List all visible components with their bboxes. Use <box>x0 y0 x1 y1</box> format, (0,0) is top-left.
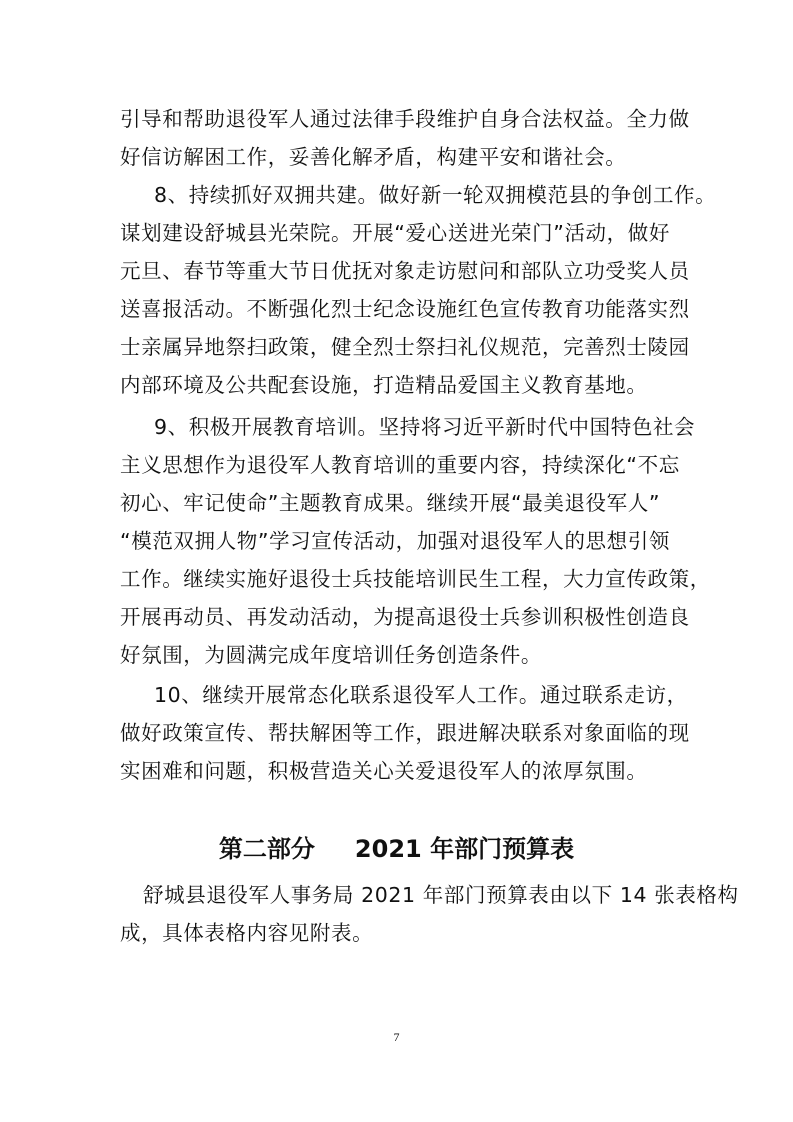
page-number: 7 <box>393 1030 400 1044</box>
paragraph-line: 士亲属异地祭扫政策，健全烈士祭扫礼仪规范，完善烈士陵园 <box>120 335 690 359</box>
paragraph-line: 实困难和问题，积极营造关心关爱退役军人的浓厚氛围。 <box>120 759 648 783</box>
paragraph-line: 谋划建设舒城县光荣院。开展“爱心送进光荣门”活动，做好 <box>120 221 670 245</box>
paragraph-line: 初心、牢记使命”主题教育成果。继续开展“最美退役军人” <box>120 491 661 515</box>
paragraph-line: 8、持续抓好双拥共建。做好新一轮双拥模范县的争创工作。 <box>154 183 717 207</box>
paragraph-line: 9、积极开展教育培训。坚持将习近平新时代中国特色社会 <box>154 415 696 439</box>
paragraph-line: 内部环境及公共配套设施，打造精品爱国主义教育基地。 <box>120 373 648 397</box>
paragraph-line: 10、继续开展常态化联系退役军人工作。通过联系走访， <box>154 683 688 707</box>
intro-line: 成，具体表格内容见附表。 <box>120 921 374 945</box>
section-title: 2021 年部门预算表 <box>354 835 575 863</box>
paragraph-line: 引导和帮助退役军人通过法律手段维护自身合法权益。全力做 <box>120 107 690 131</box>
section-heading <box>0 832 793 866</box>
paragraph-line: 好氛围，为圆满完成年度培训任务创造条件。 <box>120 643 542 667</box>
paragraph-line: 元旦、春节等重大节日优抚对象走访慰问和部队立功受奖人员 <box>120 259 690 283</box>
paragraph-line: 好信访解困工作，妥善化解矛盾，构建平安和谐社会。 <box>120 145 627 169</box>
paragraph-line: 送喜报活动。不断强化烈士纪念设施红色宣传教育功能落实烈 <box>120 297 690 321</box>
paragraph-line: 主义思想作为退役军人教育培训的重要内容，持续深化“不忘 <box>120 453 680 477</box>
intro-line: 舒城县退役军人事务局 2021 年部门预算表由以下 14 张表格构 <box>143 883 739 907</box>
paragraph-line: “模范双拥人物”学习宣传活动，加强对退役军人的思想引领 <box>120 529 670 553</box>
paragraph-line: 做好政策宣传、帮扶解困等工作，跟进解决联系对象面临的现 <box>120 721 690 745</box>
paragraph-line: 开展再动员、再发动活动，为提高退役士兵参训积极性创造良 <box>120 605 690 629</box>
paragraph-line: 工作。继续实施好退役士兵技能培训民生工程，大力宣传政策， <box>120 567 711 591</box>
section-part-label: 第二部分 <box>218 835 315 863</box>
